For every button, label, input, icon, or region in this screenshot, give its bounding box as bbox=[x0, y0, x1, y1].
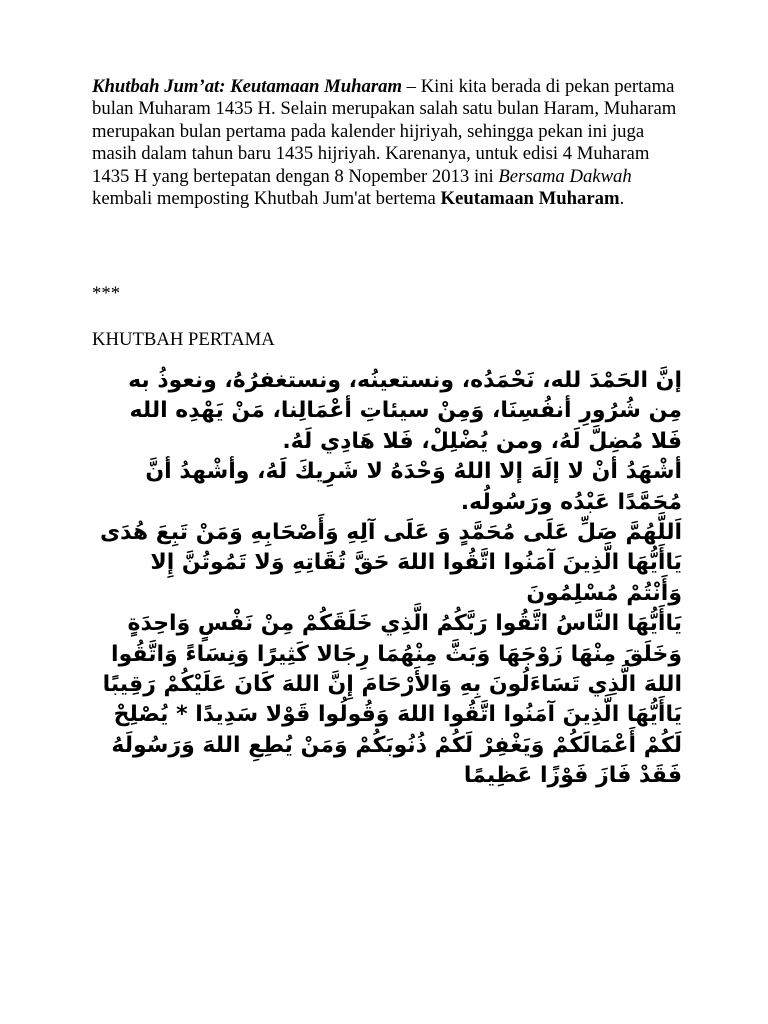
arabic-paragraph-ali-imran: يَاأَيُّهَا الَّذِينَ آمَنُوا اتَّقُوا اللهَ حَقَّ تُقَاتِهِ وَلا تَمُوتُنَّ إِلا وَأَنْتُمْ مُسْلِمُونَ bbox=[150, 550, 682, 606]
intro-text-part-3: . bbox=[619, 188, 625, 210]
publication-name: Bersama Dakwah bbox=[498, 165, 632, 187]
section-heading: KHUTBAH PERTAMA bbox=[92, 329, 275, 350]
arabic-opening-text bbox=[100, 366, 682, 792]
intro-paragraph bbox=[92, 76, 682, 210]
arabic-paragraph-an-nisa: يَاأَيُّهَا النَّاسُ اتَّقُوا رَبَّكُمُ الَّذِي خَلَقَكُمْ مِنْ نَفْسٍ وَاحِدَةٍ وَخَلَقَ مِنْهَا زَوْجَهَا وَبَثَّ مِنْهُمَا رِجَالا كَثِيرًا وَنِسَاءً وَاتَّقُوا اللهَ الَّذِي تَسَاءَلُونَ بِهِ وَالأَرْحَامَ إِنَّ اللهَ كَانَ عَلَيْكُمْ رَقِيبًا bbox=[102, 611, 682, 698]
intro-text-part-1: – Kini kita berada di pekan pertama bulan Muharam 1435 H. Selain merupakan salah satu bulan Haram, Muharam merupakan bulan pertama pada kalender hijriyah, sehingga pekan ini juga masih dalam tahun baru 1435 hijriyah. Karenanya, untuk edisi 4 Muharam 1435 H yang bertepatan dengan 8 Nopember 2013 ini bbox=[92, 76, 677, 187]
intro-text-part-2: kembali memposting Khutbah Jum'at bertema bbox=[92, 188, 441, 210]
khutbah-title: Khutbah Jum’at: Keutamaan Muharam bbox=[92, 76, 402, 97]
arabic-paragraph-al-ahzab: يَاأَيُّهَا الَّذِينَ آمَنُوا اتَّقُوا اللهَ وَقُولُوا قَوْلا سَدِيدًا * يُصْلِحْ لَكُمْ أَعْمَالَكُمْ وَيَغْفِرْ لَكُمْ ذُنُوبَكُمْ وَمَنْ يُطِعِ اللهَ وَرَسُولَهُ فَقَدْ فَازَ فَوْزًا عَظِيمًا bbox=[111, 702, 682, 789]
arabic-paragraph-hamdalah: إنَّ الحَمْدَ لله، نَحْمَدُه، ونستعينُه، ونستغفرُهُ، ونعوذُ به مِن شُرُورِ أنفُسِنَا، وَمِنْ سيئاتِ أعْمَالِنا، مَنْ يَهْدِه الله فَلا مُضِلَّ لَهُ، ومن يُضْلِلْ، فَلا هَادِي لَهُ. bbox=[128, 368, 682, 454]
arabic-paragraph-syahadat: أشْهَدُ أنْ لا إلَهَ إلا اللهُ وَحْدَهُ لا شَرِيكَ لَهُ، وأشْهدُ أنَّ مُحَمَّدًا عَبْدُه ورَسُولُه. bbox=[145, 459, 682, 515]
section-separator: *** bbox=[92, 283, 121, 304]
intro-text bbox=[92, 76, 682, 210]
khutbah-theme: Keutamaan Muharam bbox=[440, 188, 620, 210]
arabic-paragraph-shalawat: اَللَّهُمَّ صَلِّ عَلَى مُحَمَّدٍ وَ عَلَى آلِهِ وَأَصْحَابِهِ وَمَنْ تَبِعَ هُدَى bbox=[99, 520, 682, 546]
